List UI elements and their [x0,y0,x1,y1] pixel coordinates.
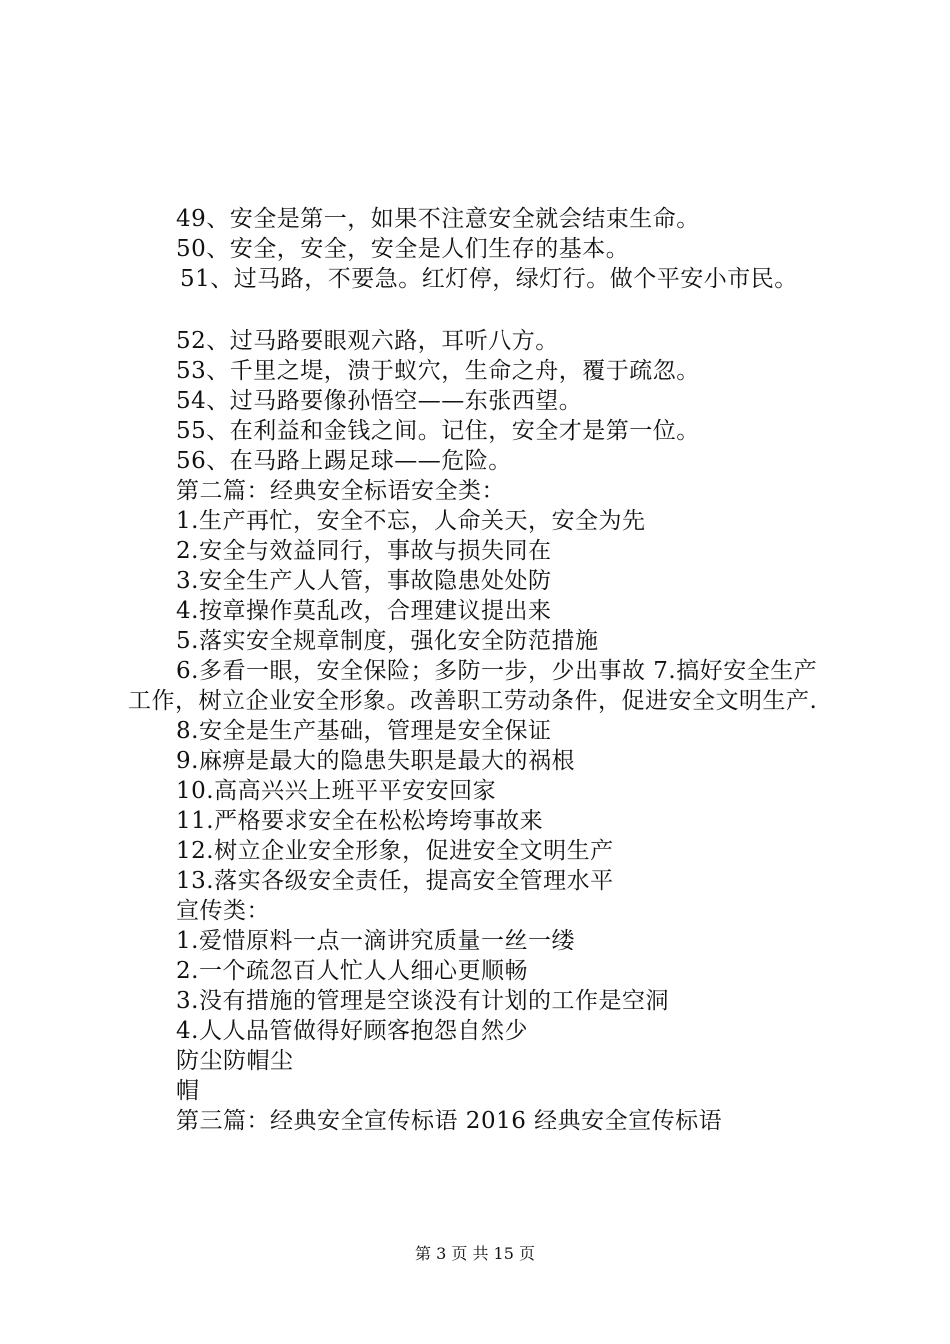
section-heading: 第二篇：经典安全标语安全类： [176,478,505,504]
text-line: 1.爱惜原料一点一滴讲究质量一丝一缕 [176,928,575,954]
text-line: 10.高高兴兴上班平平安安回家 [176,778,497,804]
text-line: 4.按章操作莫乱改，合理建议提出来 [176,598,552,624]
document-body [128,204,834,1136]
text-line: 53、千里之堤，溃于蚁穴，生命之舟，覆于疏忽。 [176,358,700,384]
text-line: 5.落实安全规章制度，强化安全防范措施 [176,628,599,654]
text-line: 49、安全是第一，如果不注意安全就会结束生命。 [176,206,700,232]
text-line: 9.麻痹是最大的隐患失职是最大的祸根 [176,748,575,774]
wrapped-paragraph: 6.多看一眼，安全保险；多防一步，少出事故 7.搞好安全生产工作，树立企业安全形象。改善职工劳动条件，促进安全文明生产. [128,658,818,714]
text-line: 帽 [176,1078,200,1104]
text-line: 55、在利益和金钱之间。记住，安全才是第一位。 [176,418,700,444]
text-line: 56、在马路上踢足球——危险。 [176,448,512,474]
text-line: 8.安全是生产基础，管理是安全保证 [176,718,552,744]
text-line: 54、过马路要像孙悟空——东张西望。 [176,388,583,414]
text-line: 2.一个疏忽百人忙人人细心更顺畅 [176,958,528,984]
section-heading: 第三篇：经典安全宣传标语 2016 经典安全宣传标语 [176,1108,723,1134]
text-line: 11.严格要求安全在松松垮垮事故来 [176,808,544,834]
blank-gap [128,294,834,326]
text-line: 13.落实各级安全责任，提高安全管理水平 [176,868,614,894]
page-footer: 第 3 页 共 15 页 [415,1244,535,1263]
section-heading: 宣传类： [176,898,270,924]
text-line: 3.安全生产人人管，事故隐患处处防 [176,568,552,594]
text-line: 51、过马路，不要急。红灯停，绿灯行。做个平安小市民。 [180,266,798,292]
text-line: 52、过马路要眼观六路，耳听八方。 [176,328,559,354]
text-line: 3.没有措施的管理是空谈没有计划的工作是空洞 [176,988,669,1014]
text-line: 12.树立企业安全形象，促进安全文明生产 [176,838,614,864]
text-line: 防尘防帽尘 [176,1048,294,1074]
text-line: 50、安全，安全，安全是人们生存的基本。 [176,236,630,262]
text-line: 2.安全与效益同行，事故与损失同在 [176,538,552,564]
text-line: 1.生产再忙，安全不忘，人命关天，安全为先 [176,508,646,534]
text-line: 4.人人品管做得好顾客抱怨自然少 [176,1018,528,1044]
